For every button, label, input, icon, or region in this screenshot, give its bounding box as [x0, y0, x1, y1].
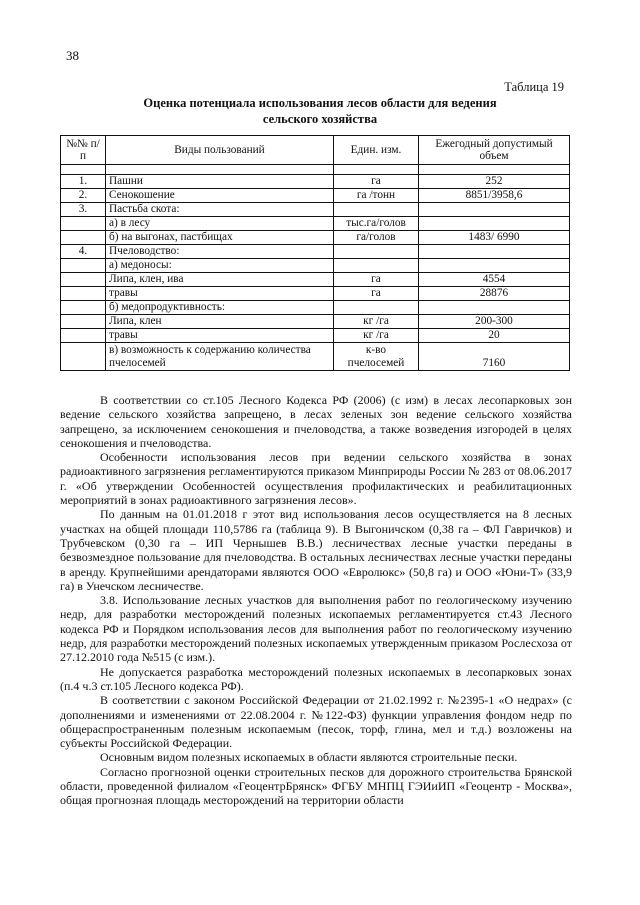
cell-type: травы [106, 329, 334, 343]
table-row [61, 343, 570, 371]
table-row [61, 315, 570, 329]
cell-num: 2. [61, 189, 106, 203]
table-body [61, 165, 570, 371]
table-label: Таблица 19 [504, 80, 564, 94]
page-number: 38 [66, 48, 79, 63]
cell-type: Пашни [106, 175, 334, 189]
cell-volume [419, 217, 570, 231]
cell-num: 4. [61, 245, 106, 259]
cell-unit [334, 301, 419, 315]
cell-num [61, 343, 106, 371]
cell-unit: га [334, 175, 419, 189]
cell-unit: га /тонн [334, 189, 419, 203]
table-row [61, 259, 570, 273]
cell-unit: тыс.га/голов [334, 217, 419, 231]
cell-num [61, 287, 106, 301]
cell-unit [334, 203, 419, 217]
cell-volume: 28876 [419, 287, 570, 301]
header-num: №№ п/п [61, 136, 106, 165]
table-row [61, 273, 570, 287]
cell-volume: 4554 [419, 273, 570, 287]
cell-type: Липа, клен, ива [106, 273, 334, 287]
body-text [60, 393, 572, 808]
cell-type: б) медопродуктивность: [106, 301, 334, 315]
header-unit: Един. изм. [334, 136, 419, 165]
spacer-row [61, 165, 570, 175]
cell-num: 3. [61, 203, 106, 217]
cell-unit: га/голов [334, 231, 419, 245]
table-row [61, 301, 570, 315]
cell-unit: кг /га [334, 315, 419, 329]
paragraph: Основным видом полезных ископаемых в области являются строительные пески. [100, 750, 518, 765]
paragraph: Не допускается разработка месторождений полезных ископаемых в лесопарковых зонах (п.4 ч.3 ст.105 Лесного кодекса РФ). [60, 664, 572, 693]
table-row [61, 329, 570, 343]
cell-type: травы [106, 287, 334, 301]
table-row [61, 203, 570, 217]
cell-type: Сенокошение [106, 189, 334, 203]
cell-volume: 1483/ 6990 [419, 231, 570, 245]
cell-unit: к-во пчелосемей [334, 343, 419, 371]
paragraph: Особенности использования лесов при ведении сельского хозяйства в зонах радиоактивного загрязнения регламентируются приказом Минприроды России № 283 от 08.06.2017 г. «Об утверждении Особенностей осуществления профилактических и реабилитационных мероприятий в зонах радиоактивного загрязнения лесов». [60, 450, 572, 508]
cell-unit [334, 245, 419, 259]
cell-type: а) медоносы: [106, 259, 334, 273]
paragraph: По данным на 01.01.2018 г этот вид использования лесов осуществляется на 8 лесных участках на общей площади 110,5786 га (таблица 9). В Выгоничском (0,38 га – ФЛ Гавричков) и Трубчевском (0,30 га – ИП Чернышев В.В.) лесничествах лесные участки переданы в безвозмездное пользование для пчеловодства. В остальных лесничествах лесные участки переданы в аренду. Крупнейшими арендаторами являются ООО «Евролюкс» (50,8 га) и ООО «Юни-Т» (33,9 га) в Унечском лесничестве. [60, 507, 572, 593]
header-volume: Ежегодный допустимый объем [419, 136, 570, 165]
cell-type: в) возможность к содержанию количества пчелосемей [106, 343, 334, 371]
cell-volume: 252 [419, 175, 570, 189]
cell-volume: 200-300 [419, 315, 570, 329]
cell-num [61, 231, 106, 245]
table-title [60, 95, 580, 127]
paragraph: 3.8. Использование лесных участков для выполнения работ по геологическому изучению недр, для разработки месторождений полезных ископаемых регламентируется ст.43 Лесного кодекса РФ и Порядком использования лесов для выполнения работ по геологическому изучению недр, для разработки месторождений полезных ископаемых утвержденным приказом Рослесхоза от 27.12.2010 года №515 (с изм.). [60, 593, 572, 665]
cell-type: Липа, клен [106, 315, 334, 329]
title-line: сельского хозяйства [262, 112, 378, 126]
table-row [61, 175, 570, 189]
cell-unit: кг /га [334, 329, 419, 343]
cell-unit: га [334, 287, 419, 301]
paragraph: Согласно прогнозной оценки строительных песков для дорожного строительства Брянской области, проведенной филиалом «ГеоцентрБрянск» ФГБУ МНПЦ ГЭИиИП «Геоцентр - Москва», общая прогнозная площадь месторождений на территории области [60, 764, 572, 808]
paragraph: В соответствии со ст.105 Лесного Кодекса РФ (2006) (с изм) в лесах лесопарковых зон ведение сельского хозяйства запрещено, в лесах зеленых зон ведение сельского хозяйства запрещено, за исключением сенокошения и пчеловодства, а также возведения изгородей в целях сенокошения и пчеловодства. [60, 393, 572, 450]
table-row [61, 231, 570, 245]
cell-num [61, 259, 106, 273]
cell-volume [419, 301, 570, 315]
cell-num [61, 329, 106, 343]
cell-num [61, 217, 106, 231]
cell-num: 1. [61, 175, 106, 189]
cell-unit [334, 259, 419, 273]
cell-type: Пчеловодство: [106, 245, 334, 259]
cell-volume [419, 203, 570, 217]
cell-volume: 8851/3958,6 [419, 189, 570, 203]
cell-unit: га [334, 273, 419, 287]
cell-num [61, 301, 106, 315]
cell-volume [419, 259, 570, 273]
land-use-table [60, 135, 570, 371]
cell-type: а) в лесу [106, 217, 334, 231]
cell-type: б) на выгонах, пастбищах [106, 231, 334, 245]
table-row [61, 245, 570, 259]
cell-type: Пастьба скота: [106, 203, 334, 217]
cell-volume: 20 [419, 329, 570, 343]
header-type: Виды пользований [106, 136, 334, 165]
table-row [61, 189, 570, 203]
cell-num [61, 273, 106, 287]
title-line: Оценка потенциала использования лесов области для ведения [143, 96, 497, 110]
cell-num [61, 315, 106, 329]
cell-volume [419, 245, 570, 259]
table-row [61, 287, 570, 301]
paragraph: В соответствии с законом Российской Федерации от 21.02.1992 г. №2395-1 «О недрах» (с дополнениями и изменениями от 22.08.2004 г. №122-ФЗ) функции управления фондом недр по общераспространенным полезным ископаемым (песок, торф, глина, мел и т.д.) возложены на субъекты Российской Федерации. [60, 693, 572, 751]
cell-volume: 7160 [419, 343, 570, 371]
table-row [61, 217, 570, 231]
